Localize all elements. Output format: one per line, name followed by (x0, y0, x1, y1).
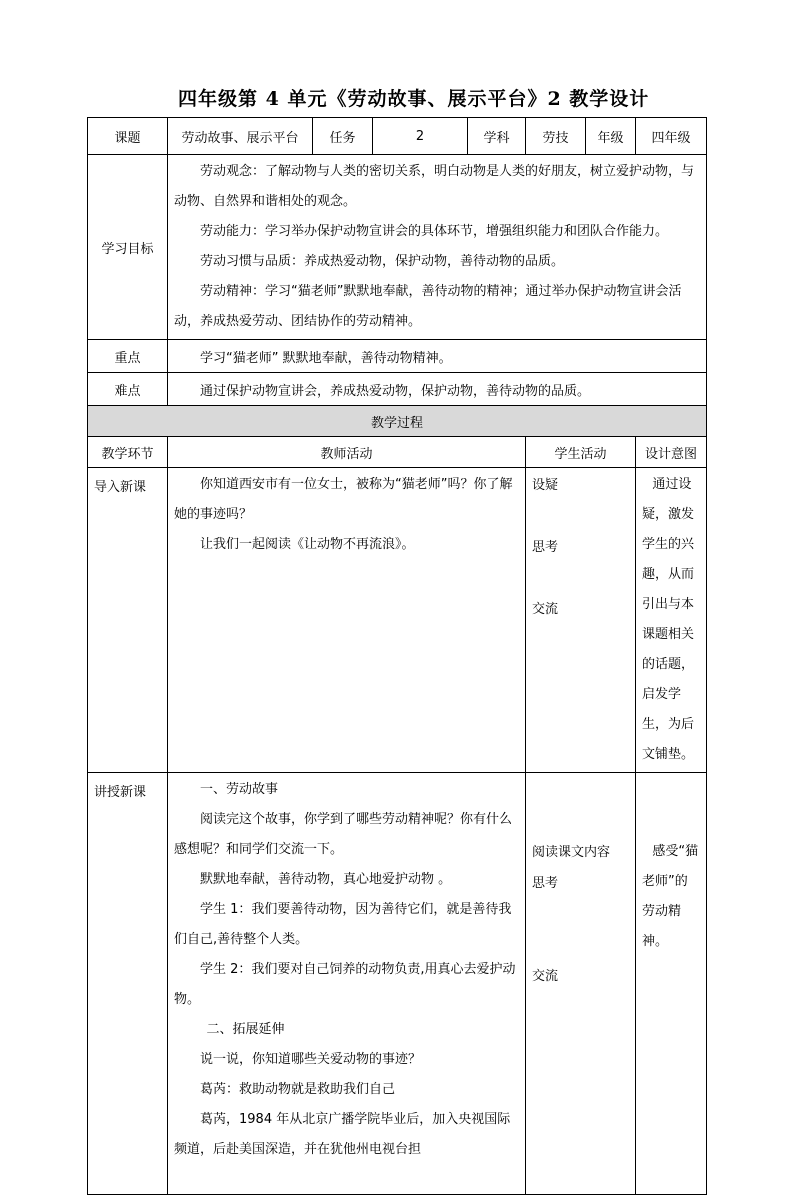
lesson-teacher-line-7: 说一说，你知道哪些关爱动物的事迹？ (200, 1052, 422, 1067)
col-intent: 设计意图 (636, 437, 707, 468)
difficulty-label: 难点 (88, 373, 168, 406)
col-student: 学生活动 (526, 437, 636, 468)
col-stage: 教学环节 (88, 437, 168, 468)
intro-teacher-line-1: 你知道西安市有一位女士，被称为“猫老师”吗？你了解她的事迹吗？ (174, 477, 513, 522)
lesson-plan-table (87, 117, 707, 1195)
process-title: 教学过程 (88, 406, 707, 437)
intro-stage: 导入新课 (88, 468, 168, 773)
header-row (88, 118, 707, 155)
task-value: 2 (373, 118, 468, 155)
objectives-label: 学习目标 (88, 155, 168, 340)
lesson-teacher-line-9: 葛芮，1984 年从北京广播学院毕业后，加入央视国际频道，后赴美国深造，并在犹他州电视台担 (174, 1112, 511, 1157)
grade-value: 四年级 (636, 118, 707, 155)
objectives-row (88, 155, 707, 340)
process-title-row (88, 406, 707, 437)
intro-row (88, 468, 707, 773)
topic-value: 劳动故事、展示平台 (168, 118, 313, 155)
objectives-content (168, 155, 707, 340)
subject-value: 劳技 (526, 118, 586, 155)
objective-ability: 劳动能力：学习举办保护动物宣讲会的具体环节，增强组织能力和团队合作能力。 (200, 224, 669, 239)
objective-concept: 劳动观念：了解动物与人类的密切关系，明白动物是人类的好朋友，树立爱护动物，与动物、自然界和谐相处的观念。 (174, 164, 695, 209)
lesson-student-3: 交流 (532, 969, 559, 984)
lesson-teacher (168, 773, 526, 1195)
lesson-student-1-answer: 学生 1：我们要善待动物，因为善待它们，就是善待我们自己,善待整个人类。 (174, 902, 512, 947)
topic-label: 课题 (88, 118, 168, 155)
intro-student (526, 468, 636, 773)
lesson-student-2: 思考 (532, 876, 559, 891)
difficulty-text: 通过保护动物宣讲会，养成热爱动物，保护动物，善待动物的品质。 (168, 373, 707, 406)
lesson-student-2-answer: 学生 2：我们要对自己饲养的动物负责,用真心去爱护动物。 (174, 962, 516, 1007)
lesson-heading-1: 一、劳动故事 (200, 782, 279, 797)
lesson-intent: 感受“猫老师”的劳动精神。 (636, 773, 707, 1195)
lesson-teacher-line-2: 阅读完这个故事，你学到了哪些劳动精神呢？你有什么感想呢？和同学们交流一下。 (174, 812, 513, 857)
intro-student-3: 交流 (532, 602, 559, 617)
intro-student-2: 思考 (532, 540, 559, 555)
key-point-label: 重点 (88, 340, 168, 373)
lesson-student-1: 阅读课文内容 (532, 845, 611, 860)
grade-label: 年级 (586, 118, 636, 155)
lesson-teacher-line-3: 默默地奉献，善待动物，真心地爱护动物 。 (200, 872, 452, 887)
lesson-teacher-line-8: 葛芮：救助动物就是救助我们自己 (200, 1082, 396, 1097)
objective-habit: 劳动习惯与品质：养成热爱动物，保护动物，善待动物的品质。 (200, 254, 565, 269)
intro-intent: 通过设疑，激发学生的兴趣，从而引出与本课题相关的话题，启发学生，为后文铺垫。 (636, 468, 707, 773)
intro-student-1: 设疑 (532, 478, 559, 493)
intro-teacher-line-2: 让我们一起阅读《让动物不再流浪》。 (200, 537, 415, 552)
col-teacher: 教师活动 (168, 437, 526, 468)
intro-teacher (168, 468, 526, 773)
task-label: 任务 (313, 118, 373, 155)
document-title: 四年级第 4 单元《劳动故事、展示平台》2 教学设计 (178, 88, 650, 110)
lesson-stage: 讲授新课 (88, 773, 168, 1195)
subject-label: 学科 (468, 118, 526, 155)
objective-spirit: 劳动精神：学习“猫老师”默默地奉献，善待动物的精神；通过举办保护动物宣讲会活动，养成热爱劳动、团结协作的劳动精神。 (174, 284, 682, 329)
key-point-text: 学习“猫老师” 默默地奉献，善待动物精神。 (168, 340, 707, 373)
lesson-row (88, 773, 707, 1195)
lesson-heading-2: 二、拓展延伸 (206, 1022, 285, 1037)
process-header-row (88, 437, 707, 468)
lesson-student (526, 773, 636, 1195)
difficulty-row (88, 373, 707, 406)
key-point-row (88, 340, 707, 373)
